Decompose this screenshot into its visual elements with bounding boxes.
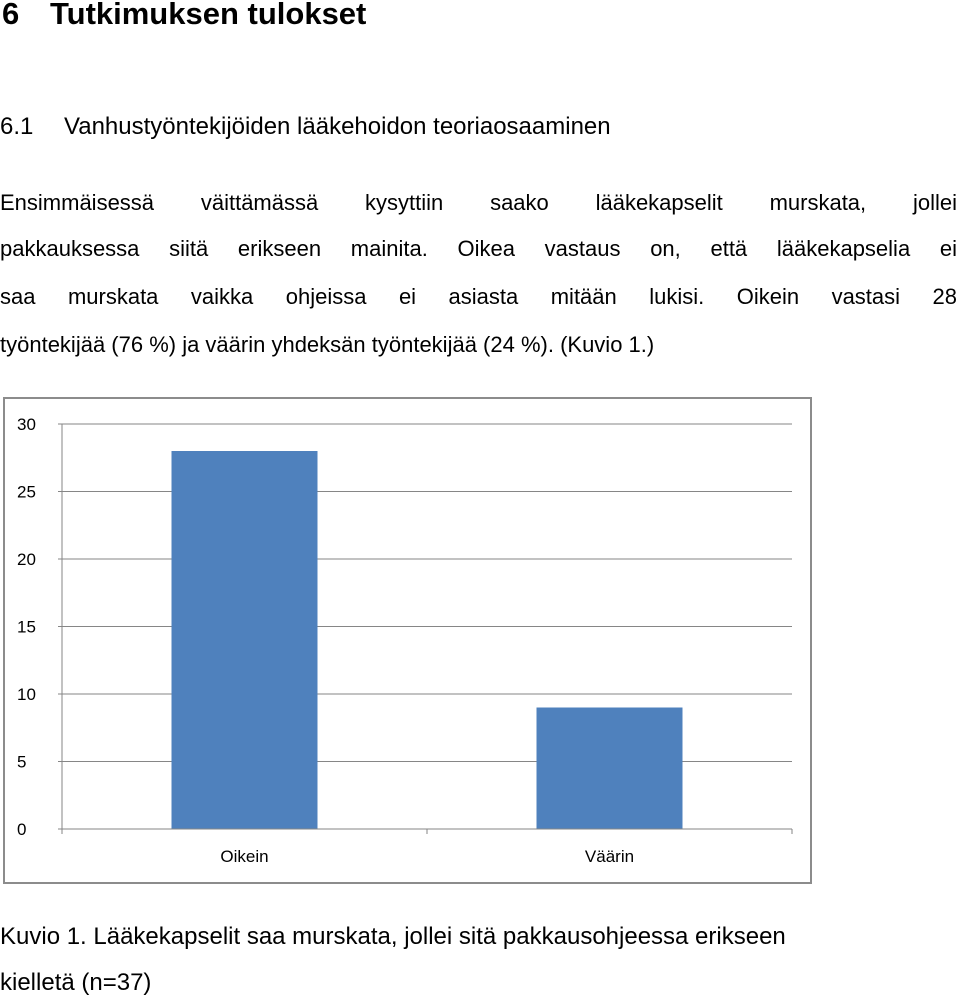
bar-oikein: [172, 451, 318, 829]
bar-väärin: [537, 708, 683, 830]
paragraph-line-2: pakkauksessa siitä erikseen mainita. Oikea vastaus on, että lääkekapselia ei: [0, 236, 957, 261]
x-tick-label-oikein: Oikein: [220, 847, 269, 866]
y-tick-label-25: 25: [17, 482, 36, 502]
chapter-number: 6: [2, 0, 20, 31]
section-heading: [0, 110, 611, 144]
paragraph-line-3: saa murskata vaikka ohjeissa ei asiasta mitään lukisi. Oikein vastasi 28: [0, 284, 957, 309]
section-title: Vanhustyöntekijöiden lääkehoidon teoriaosaaminen: [64, 113, 611, 140]
caption-line-2: kielletä (n=37): [0, 969, 152, 996]
y-tick-label-5: 5: [17, 752, 27, 772]
section-number: 6.1: [0, 113, 34, 140]
chart-canvas: [5, 399, 814, 886]
paragraph-line-1: Ensimmäisessä väittämässä kysyttiin saako lääkekapselit murskata, jollei: [0, 190, 957, 215]
chapter-heading: [2, 0, 366, 36]
paragraph-line-4: työntekijää (76 %) ja väärin yhdeksän työntekijää (24 %). (Kuvio 1.): [0, 332, 655, 357]
y-tick-label-20: 20: [17, 550, 36, 569]
y-tick-label-30: 30: [17, 415, 36, 434]
y-tick-label-0: 0: [17, 820, 27, 839]
y-tick-label-15: 15: [17, 617, 36, 637]
chapter-title: Tutkimuksen tulokset: [50, 0, 367, 31]
x-tick-label-väärin: Väärin: [584, 847, 635, 866]
bar-chart: [3, 397, 812, 884]
caption-line-1: Kuvio 1. Lääkekapselit saa murskata, jollei sitä pakkausohjeessa erikseen: [0, 923, 786, 950]
y-tick-label-10: 10: [17, 685, 36, 704]
